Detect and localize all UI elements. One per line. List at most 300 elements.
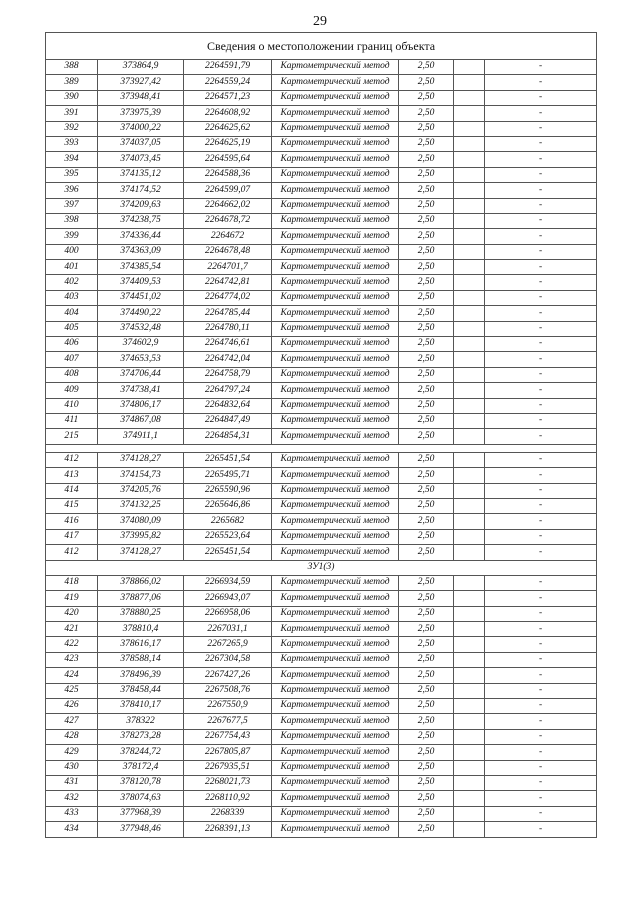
point-number-cell: 400: [46, 244, 98, 259]
table-row: [46, 791, 597, 806]
description-cell: -: [485, 591, 597, 606]
point-number-cell: 408: [46, 367, 98, 382]
description-cell: -: [485, 575, 597, 590]
point-number-cell: 391: [46, 106, 98, 121]
accuracy-cell: 2,50: [399, 290, 454, 305]
point-number-cell: 410: [46, 398, 98, 413]
accuracy-cell: 2,50: [399, 167, 454, 182]
empty-cell: [454, 652, 485, 667]
method-cell: Картометрический метод: [272, 699, 399, 714]
accuracy-cell: 2,50: [399, 429, 454, 444]
x-coordinate-cell: 374128,27: [98, 545, 184, 560]
y-coordinate-cell: 2265682: [184, 514, 272, 529]
description-cell: -: [485, 729, 597, 744]
x-coordinate-cell: 373995,82: [98, 529, 184, 544]
description-cell: -: [485, 514, 597, 529]
x-coordinate-cell: 378172,4: [98, 760, 184, 775]
y-coordinate-cell: 2267935,51: [184, 760, 272, 775]
description-cell: -: [485, 452, 597, 467]
empty-cell: [454, 90, 485, 105]
table-row: [46, 260, 597, 275]
method-cell: Картометрический метод: [272, 290, 399, 305]
empty-cell: [454, 183, 485, 198]
y-coordinate-cell: 2267754,43: [184, 729, 272, 744]
method-cell: Картометрический метод: [272, 321, 399, 336]
y-coordinate-cell: 2264701,7: [184, 260, 272, 275]
table-row: [46, 668, 597, 683]
table-row: [46, 136, 597, 151]
method-cell: Картометрический метод: [272, 822, 399, 837]
table-row: [46, 545, 597, 560]
description-cell: -: [485, 383, 597, 398]
point-number-cell: 390: [46, 90, 98, 105]
x-coordinate-cell: 378810,4: [98, 622, 184, 637]
point-number-cell: 427: [46, 714, 98, 729]
y-coordinate-cell: 2264591,79: [184, 60, 272, 75]
table-row: [46, 90, 597, 105]
empty-cell: [454, 775, 485, 790]
group-label: ЗУ1(3): [46, 560, 597, 575]
description-cell: -: [485, 622, 597, 637]
accuracy-cell: 2,50: [399, 337, 454, 352]
method-cell: Картометрический метод: [272, 622, 399, 637]
x-coordinate-cell: 374867,08: [98, 413, 184, 428]
method-cell: Картометрический метод: [272, 529, 399, 544]
y-coordinate-cell: 2264785,44: [184, 306, 272, 321]
empty-cell: [454, 545, 485, 560]
method-cell: Картометрический метод: [272, 244, 399, 259]
method-cell: Картометрический метод: [272, 398, 399, 413]
y-coordinate-cell: 2266943,07: [184, 591, 272, 606]
point-number-cell: 414: [46, 483, 98, 498]
x-coordinate-cell: 378588,14: [98, 652, 184, 667]
x-coordinate-cell: 378616,17: [98, 637, 184, 652]
table-row: [46, 429, 597, 444]
point-number-cell: 416: [46, 514, 98, 529]
point-number-cell: 411: [46, 413, 98, 428]
method-cell: Картометрический метод: [272, 198, 399, 213]
method-cell: Картометрический метод: [272, 668, 399, 683]
table-row: [46, 529, 597, 544]
empty-cell: [454, 514, 485, 529]
y-coordinate-cell: 2264625,19: [184, 136, 272, 151]
empty-cell: [454, 398, 485, 413]
y-coordinate-cell: 2265451,54: [184, 452, 272, 467]
description-cell: -: [485, 367, 597, 382]
method-cell: Картометрический метод: [272, 637, 399, 652]
table-row: [46, 152, 597, 167]
y-coordinate-cell: 2264832,64: [184, 398, 272, 413]
empty-cell: [454, 198, 485, 213]
x-coordinate-cell: 378877,06: [98, 591, 184, 606]
table-row: [46, 75, 597, 90]
table-row: [46, 714, 597, 729]
accuracy-cell: 2,50: [399, 198, 454, 213]
method-cell: Картометрический метод: [272, 468, 399, 483]
empty-cell: [454, 822, 485, 837]
table-row: [46, 806, 597, 821]
y-coordinate-cell: 2268021,73: [184, 775, 272, 790]
point-number-cell: 404: [46, 306, 98, 321]
description-cell: -: [485, 198, 597, 213]
accuracy-cell: 2,50: [399, 106, 454, 121]
y-coordinate-cell: 2264678,72: [184, 213, 272, 228]
x-coordinate-cell: 374911,1: [98, 429, 184, 444]
table-header-row: [46, 33, 597, 60]
accuracy-cell: 2,50: [399, 606, 454, 621]
accuracy-cell: 2,50: [399, 367, 454, 382]
point-number-cell: 419: [46, 591, 98, 606]
table-row: [46, 575, 597, 590]
point-number-cell: 434: [46, 822, 98, 837]
y-coordinate-cell: 2266958,06: [184, 606, 272, 621]
table-row: [46, 683, 597, 698]
accuracy-cell: 2,50: [399, 622, 454, 637]
x-coordinate-cell: 374037,05: [98, 136, 184, 151]
method-cell: Картометрический метод: [272, 729, 399, 744]
empty-cell: [454, 498, 485, 513]
method-cell: Картометрический метод: [272, 575, 399, 590]
accuracy-cell: 2,50: [399, 452, 454, 467]
empty-cell: [454, 622, 485, 637]
method-cell: Картометрический метод: [272, 352, 399, 367]
method-cell: Картометрический метод: [272, 429, 399, 444]
y-coordinate-cell: 2267508,76: [184, 683, 272, 698]
y-coordinate-cell: 2267677,5: [184, 714, 272, 729]
accuracy-cell: 2,50: [399, 121, 454, 136]
method-cell: Картометрический метод: [272, 106, 399, 121]
x-coordinate-cell: 374000,22: [98, 121, 184, 136]
empty-cell: [454, 75, 485, 90]
point-number-cell: 422: [46, 637, 98, 652]
accuracy-cell: 2,50: [399, 398, 454, 413]
x-coordinate-cell: 374135,12: [98, 167, 184, 182]
group-row: [46, 560, 597, 575]
x-coordinate-cell: 374532,48: [98, 321, 184, 336]
table-row: [46, 383, 597, 398]
description-cell: -: [485, 260, 597, 275]
accuracy-cell: 2,50: [399, 468, 454, 483]
description-cell: -: [485, 483, 597, 498]
table-row: [46, 413, 597, 428]
point-number-cell: 423: [46, 652, 98, 667]
description-cell: -: [485, 229, 597, 244]
empty-cell: [454, 213, 485, 228]
description-cell: -: [485, 668, 597, 683]
accuracy-cell: 2,50: [399, 822, 454, 837]
x-coordinate-cell: 373948,41: [98, 90, 184, 105]
method-cell: Картометрический метод: [272, 367, 399, 382]
description-cell: -: [485, 183, 597, 198]
x-coordinate-cell: 374238,75: [98, 213, 184, 228]
empty-cell: [454, 714, 485, 729]
accuracy-cell: 2,50: [399, 545, 454, 560]
empty-cell: [454, 729, 485, 744]
empty-cell: [454, 152, 485, 167]
point-number-cell: 397: [46, 198, 98, 213]
accuracy-cell: 2,50: [399, 683, 454, 698]
x-coordinate-cell: 374451,02: [98, 290, 184, 305]
table-row: [46, 167, 597, 182]
point-number-cell: 402: [46, 275, 98, 290]
x-coordinate-cell: 374363,09: [98, 244, 184, 259]
method-cell: Картометрический метод: [272, 775, 399, 790]
description-cell: -: [485, 637, 597, 652]
table-row: [46, 352, 597, 367]
point-number-cell: 424: [46, 668, 98, 683]
description-cell: -: [485, 167, 597, 182]
empty-cell: [454, 229, 485, 244]
empty-cell: [454, 745, 485, 760]
table-row: [46, 275, 597, 290]
boundary-coordinates-table: [45, 32, 597, 838]
method-cell: Картометрический метод: [272, 483, 399, 498]
table-row: [46, 822, 597, 837]
empty-cell: [454, 760, 485, 775]
y-coordinate-cell: 2264742,04: [184, 352, 272, 367]
method-cell: Картометрический метод: [272, 791, 399, 806]
method-cell: Картометрический метод: [272, 514, 399, 529]
point-number-cell: 399: [46, 229, 98, 244]
empty-cell: [454, 106, 485, 121]
x-coordinate-cell: 377968,39: [98, 806, 184, 821]
accuracy-cell: 2,50: [399, 75, 454, 90]
y-coordinate-cell: 2267805,87: [184, 745, 272, 760]
accuracy-cell: 2,50: [399, 699, 454, 714]
method-cell: Картометрический метод: [272, 90, 399, 105]
y-coordinate-cell: 2264608,92: [184, 106, 272, 121]
description-cell: -: [485, 429, 597, 444]
table-row: [46, 183, 597, 198]
method-cell: Картометрический метод: [272, 60, 399, 75]
point-number-cell: 409: [46, 383, 98, 398]
x-coordinate-cell: 374205,76: [98, 483, 184, 498]
method-cell: Картометрический метод: [272, 260, 399, 275]
method-cell: Картометрический метод: [272, 498, 399, 513]
accuracy-cell: 2,50: [399, 498, 454, 513]
y-coordinate-cell: 2264595,64: [184, 152, 272, 167]
accuracy-cell: 2,50: [399, 729, 454, 744]
empty-cell: [454, 683, 485, 698]
point-number-cell: 406: [46, 337, 98, 352]
point-number-cell: 393: [46, 136, 98, 151]
y-coordinate-cell: 2264678,48: [184, 244, 272, 259]
accuracy-cell: 2,50: [399, 775, 454, 790]
x-coordinate-cell: 374132,25: [98, 498, 184, 513]
description-cell: -: [485, 775, 597, 790]
y-coordinate-cell: 2265523,64: [184, 529, 272, 544]
method-cell: Картометрический метод: [272, 121, 399, 136]
x-coordinate-cell: 374409,53: [98, 275, 184, 290]
description-cell: -: [485, 75, 597, 90]
x-coordinate-cell: 374806,17: [98, 398, 184, 413]
method-cell: Картометрический метод: [272, 545, 399, 560]
table-row: [46, 760, 597, 775]
method-cell: Картометрический метод: [272, 213, 399, 228]
table-row: [46, 198, 597, 213]
accuracy-cell: 2,50: [399, 714, 454, 729]
x-coordinate-cell: 378410,17: [98, 699, 184, 714]
x-coordinate-cell: 378322: [98, 714, 184, 729]
description-cell: -: [485, 60, 597, 75]
method-cell: Картометрический метод: [272, 452, 399, 467]
table-row: [46, 367, 597, 382]
method-cell: Картометрический метод: [272, 652, 399, 667]
y-coordinate-cell: 2264758,79: [184, 367, 272, 382]
method-cell: Картометрический метод: [272, 306, 399, 321]
x-coordinate-cell: 378496,39: [98, 668, 184, 683]
point-number-cell: 398: [46, 213, 98, 228]
x-coordinate-cell: 374385,54: [98, 260, 184, 275]
y-coordinate-cell: 2264780,11: [184, 321, 272, 336]
accuracy-cell: 2,50: [399, 136, 454, 151]
description-cell: -: [485, 760, 597, 775]
empty-cell: [454, 575, 485, 590]
point-number-cell: 396: [46, 183, 98, 198]
point-number-cell: 412: [46, 545, 98, 560]
x-coordinate-cell: 374653,53: [98, 352, 184, 367]
point-number-cell: 388: [46, 60, 98, 75]
y-coordinate-cell: 2267265,9: [184, 637, 272, 652]
point-number-cell: 401: [46, 260, 98, 275]
empty-cell: [454, 699, 485, 714]
accuracy-cell: 2,50: [399, 760, 454, 775]
method-cell: Картометрический метод: [272, 591, 399, 606]
table-row: [46, 213, 597, 228]
point-number-cell: 407: [46, 352, 98, 367]
empty-cell: [454, 352, 485, 367]
point-number-cell: 428: [46, 729, 98, 744]
y-coordinate-cell: 2264625,62: [184, 121, 272, 136]
description-cell: -: [485, 822, 597, 837]
table-title: Сведения о местоположении границ объекта: [46, 33, 597, 60]
table-row: [46, 244, 597, 259]
point-number-cell: 405: [46, 321, 98, 336]
empty-cell: [454, 306, 485, 321]
y-coordinate-cell: 2265646,86: [184, 498, 272, 513]
y-coordinate-cell: 2268391,13: [184, 822, 272, 837]
table-row: [46, 290, 597, 305]
x-coordinate-cell: 373975,39: [98, 106, 184, 121]
separator-row: [46, 444, 597, 452]
y-coordinate-cell: 2264599,07: [184, 183, 272, 198]
description-cell: -: [485, 652, 597, 667]
description-cell: -: [485, 714, 597, 729]
point-number-cell: 413: [46, 468, 98, 483]
empty-cell: [454, 321, 485, 336]
y-coordinate-cell: 2267550,9: [184, 699, 272, 714]
x-coordinate-cell: 373864,9: [98, 60, 184, 75]
accuracy-cell: 2,50: [399, 637, 454, 652]
accuracy-cell: 2,50: [399, 229, 454, 244]
method-cell: Картометрический метод: [272, 75, 399, 90]
method-cell: Картометрический метод: [272, 337, 399, 352]
x-coordinate-cell: 378866,02: [98, 575, 184, 590]
accuracy-cell: 2,50: [399, 321, 454, 336]
empty-cell: [454, 791, 485, 806]
empty-cell: [454, 429, 485, 444]
empty-cell: [454, 529, 485, 544]
description-cell: -: [485, 290, 597, 305]
empty-cell: [454, 367, 485, 382]
method-cell: Картометрический метод: [272, 760, 399, 775]
accuracy-cell: 2,50: [399, 652, 454, 667]
description-cell: -: [485, 121, 597, 136]
x-coordinate-cell: 374080,09: [98, 514, 184, 529]
y-coordinate-cell: 2265590,96: [184, 483, 272, 498]
empty-cell: [454, 337, 485, 352]
description-cell: -: [485, 791, 597, 806]
empty-cell: [454, 483, 485, 498]
table-row: [46, 775, 597, 790]
table-row: [46, 337, 597, 352]
y-coordinate-cell: 2264847,49: [184, 413, 272, 428]
table-row: [46, 121, 597, 136]
description-cell: -: [485, 398, 597, 413]
accuracy-cell: 2,50: [399, 791, 454, 806]
table-row: [46, 699, 597, 714]
table-row: [46, 652, 597, 667]
y-coordinate-cell: 2264559,24: [184, 75, 272, 90]
y-coordinate-cell: 2264774,02: [184, 290, 272, 305]
y-coordinate-cell: 2267031,1: [184, 622, 272, 637]
accuracy-cell: 2,50: [399, 275, 454, 290]
description-cell: -: [485, 529, 597, 544]
description-cell: -: [485, 106, 597, 121]
table-row: [46, 637, 597, 652]
y-coordinate-cell: 2265451,54: [184, 545, 272, 560]
point-number-cell: 431: [46, 775, 98, 790]
x-coordinate-cell: 374174,52: [98, 183, 184, 198]
description-cell: -: [485, 337, 597, 352]
method-cell: Картометрический метод: [272, 714, 399, 729]
empty-cell: [454, 468, 485, 483]
point-number-cell: 394: [46, 152, 98, 167]
accuracy-cell: 2,50: [399, 483, 454, 498]
x-coordinate-cell: 378880,25: [98, 606, 184, 621]
description-cell: -: [485, 213, 597, 228]
point-number-cell: 421: [46, 622, 98, 637]
point-number-cell: 417: [46, 529, 98, 544]
x-coordinate-cell: 374154,73: [98, 468, 184, 483]
x-coordinate-cell: 374602,9: [98, 337, 184, 352]
point-number-cell: 415: [46, 498, 98, 513]
separator-cell: [46, 444, 597, 452]
method-cell: Картометрический метод: [272, 606, 399, 621]
point-number-cell: 403: [46, 290, 98, 305]
accuracy-cell: 2,50: [399, 575, 454, 590]
point-number-cell: 418: [46, 575, 98, 590]
description-cell: -: [485, 545, 597, 560]
method-cell: Картометрический метод: [272, 229, 399, 244]
empty-cell: [454, 121, 485, 136]
point-number-cell: 389: [46, 75, 98, 90]
description-cell: -: [485, 806, 597, 821]
accuracy-cell: 2,50: [399, 260, 454, 275]
y-coordinate-cell: 2264742,81: [184, 275, 272, 290]
table-row: [46, 606, 597, 621]
point-number-cell: 395: [46, 167, 98, 182]
table-row: [46, 498, 597, 513]
empty-cell: [454, 806, 485, 821]
x-coordinate-cell: 374738,41: [98, 383, 184, 398]
x-coordinate-cell: 374336,44: [98, 229, 184, 244]
empty-cell: [454, 591, 485, 606]
x-coordinate-cell: 374073,45: [98, 152, 184, 167]
description-cell: -: [485, 699, 597, 714]
table-row: [46, 483, 597, 498]
x-coordinate-cell: 373927,42: [98, 75, 184, 90]
